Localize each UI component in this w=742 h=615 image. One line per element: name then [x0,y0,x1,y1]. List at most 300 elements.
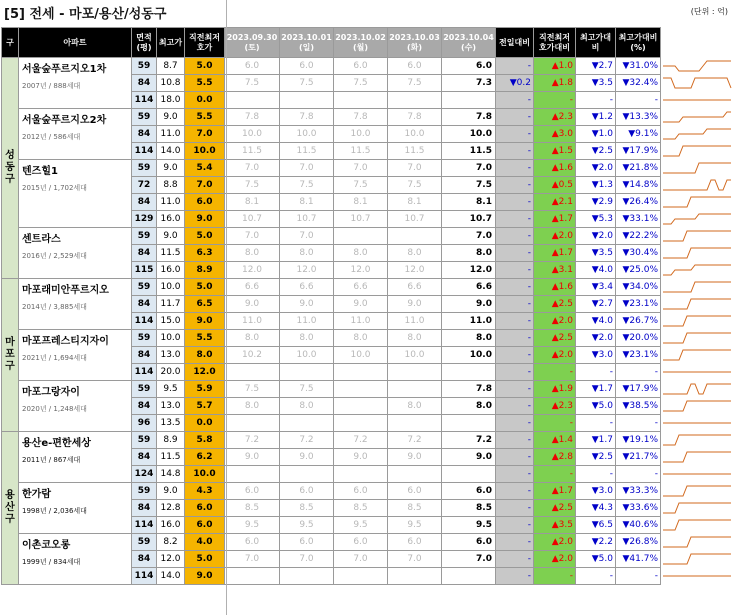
vs-max-pct-cell: ▼31.0% [616,58,661,75]
sparkline-path [663,214,731,224]
header-text-line: 2023.10.02 [335,32,386,42]
daily-price-cell: 9.0 [442,296,496,313]
daily-price-cell: 6.0 [280,483,334,500]
daily-price-cell [225,415,280,432]
vs-max-pct-cell: ▼26.4% [616,194,661,211]
daily-price-cell: 7.5 [225,177,280,194]
sparkline-path [663,316,731,326]
vs-max-cell: - [576,466,616,483]
daily-price-cell: 9.0 [388,296,442,313]
table-row [2,432,734,449]
daily-price-cell: 9.5 [334,517,388,534]
daily-price-cell: 6.6 [388,279,442,296]
vs-max-pct-cell: ▼32.4% [616,75,661,92]
sparkline-chart [661,483,733,499]
daily-price-cell: 10.0 [388,347,442,364]
daily-price-cell: 7.2 [388,432,442,449]
sparkline-chart [661,432,733,448]
daily-price-cell: 9.0 [442,449,496,466]
vs-low-cell: ▲3.0 [534,126,576,143]
vs-max-pct-cell: ▼13.3% [616,109,661,126]
header-text-line: 2023.10.04 [443,32,494,42]
table-row [2,279,734,296]
vs-max-cell: ▼1.7 [576,381,616,398]
header-text-line: (월) [352,42,369,52]
table-row [2,534,734,551]
daily-price-cell: 8.0 [388,330,442,347]
daily-price-cell [280,364,334,381]
complex-name: 이촌코오롱 [22,540,71,551]
daily-price-cell: 8.0 [388,245,442,262]
prev-day-cell: - [496,466,534,483]
area-cell: 59 [132,279,157,296]
daily-price-cell: 7.2 [280,432,334,449]
max-price-cell: 16.0 [157,517,185,534]
recent-low-cell: 5.5 [185,109,225,126]
vs-max-cell: ▼1.0 [576,126,616,143]
complex-name: 텐즈힐1 [22,166,58,177]
daily-price-cell [280,568,334,585]
daily-price-cell: 10.0 [442,347,496,364]
daily-price-cell [225,568,280,585]
vs-low-cell: ▲1.4 [534,432,576,449]
prev-day-cell: - [496,568,534,585]
sparkline-cell [661,313,734,330]
vs-max-cell: ▼5.3 [576,211,616,228]
header-recent-low [185,28,225,58]
max-price-cell: 8.9 [157,432,185,449]
daily-price-cell: 11.0 [225,313,280,330]
daily-price-cell: 7.5 [442,177,496,194]
sparkline-chart [661,58,733,74]
area-cell: 114 [132,517,157,534]
area-cell: 96 [132,415,157,432]
daily-price-cell: 12.0 [442,262,496,279]
sparkline-cell [661,466,734,483]
sparkline-cell [661,160,734,177]
recent-low-cell: 5.0 [185,228,225,245]
daily-price-cell: 8.0 [334,330,388,347]
recent-low-cell: 7.0 [185,177,225,194]
district-char: 구 [5,174,15,185]
vs-low-cell: ▲2.0 [534,551,576,568]
recent-low-cell: 7.0 [185,126,225,143]
vs-max-pct-cell: ▼20.0% [616,330,661,347]
prev-day-cell: - [496,279,534,296]
district-char: 용 [5,490,15,501]
header-text-line: 2023.10.01 [281,32,332,42]
max-price-cell: 14.0 [157,143,185,160]
daily-price-cell [388,466,442,483]
sparkline-chart [661,194,733,210]
recent-low-cell: 5.0 [185,58,225,75]
daily-price-cell [388,568,442,585]
complex-cell [19,381,132,432]
recent-low-cell: 9.0 [185,211,225,228]
recent-low-cell: 5.4 [185,160,225,177]
district-char: 동 [5,162,15,173]
header-prev-day: 전일대비 [496,28,534,58]
daily-price-cell: 6.0 [442,58,496,75]
daily-price-cell: 7.0 [280,160,334,177]
daily-price-cell: 6.0 [388,58,442,75]
max-price-cell: 12.0 [157,551,185,568]
prev-day-cell: - [496,483,534,500]
sparkline-cell [661,415,734,432]
daily-price-cell: 6.6 [334,279,388,296]
vs-max-pct-cell: - [616,568,661,585]
daily-price-cell: 12.0 [334,262,388,279]
sparkline-path [663,78,731,88]
max-price-cell: 9.0 [157,109,185,126]
prev-day-cell: - [496,313,534,330]
max-price-cell: 16.0 [157,211,185,228]
daily-price-cell: 8.5 [388,500,442,517]
recent-low-cell: 6.2 [185,449,225,466]
sparkline-cell [661,449,734,466]
recent-low-cell: 5.8 [185,432,225,449]
daily-price-cell [388,364,442,381]
vs-max-cell: ▼2.0 [576,330,616,347]
sparkline-cell [661,500,734,517]
daily-price-cell [388,415,442,432]
vs-max-pct-cell: ▼22.2% [616,228,661,245]
prev-day-cell: - [496,500,534,517]
vs-low-cell: ▲3.1 [534,262,576,279]
area-cell: 59 [132,160,157,177]
max-price-cell: 16.0 [157,262,185,279]
recent-low-cell: 4.3 [185,483,225,500]
table-row [2,381,734,398]
vs-low-cell: ▲1.7 [534,211,576,228]
complex-cell [19,228,132,279]
vs-low-cell: ▲3.5 [534,517,576,534]
vs-max-pct-cell: ▼26.7% [616,313,661,330]
area-cell: 84 [132,126,157,143]
sparkline-path [663,61,731,71]
daily-price-cell [442,415,496,432]
daily-price-cell: 8.0 [442,245,496,262]
sparkline-chart [661,500,733,516]
daily-price-cell: 8.5 [334,500,388,517]
vs-max-pct-cell: - [616,92,661,109]
header-date [334,28,388,58]
daily-price-cell [334,415,388,432]
sparkline-chart [661,160,733,176]
daily-price-cell: 10.7 [388,211,442,228]
sparkline-chart [661,228,733,244]
complex-info: 2011년 / 867세대 [22,456,81,464]
prev-day-cell: - [496,245,534,262]
vs-max-pct-cell: - [616,415,661,432]
daily-price-cell: 8.0 [280,245,334,262]
daily-price-cell: 6.0 [388,534,442,551]
vs-low-cell: - [534,415,576,432]
area-cell: 59 [132,109,157,126]
daily-price-cell [334,228,388,245]
daily-price-cell: 6.0 [388,483,442,500]
complex-info: 1998년 / 2,036세대 [22,507,87,515]
daily-price-cell: 10.0 [280,126,334,143]
header-text-line: (수) [460,42,477,52]
vs-max-cell: ▼6.5 [576,517,616,534]
sparkline-chart [661,262,733,278]
daily-price-cell: 11.5 [334,143,388,160]
district-cell [2,279,19,432]
recent-low-cell: 6.0 [185,194,225,211]
prev-day-cell: - [496,143,534,160]
daily-price-cell: 10.0 [334,126,388,143]
area-cell: 124 [132,466,157,483]
daily-price-cell: 7.8 [280,109,334,126]
header-date [442,28,496,58]
prev-day-cell: - [496,58,534,75]
daily-price-cell: 6.6 [280,279,334,296]
max-price-cell: 11.0 [157,194,185,211]
prev-day-cell: - [496,415,534,432]
daily-price-cell: 7.0 [334,160,388,177]
sparkline-cell [661,568,734,585]
recent-low-cell: 5.0 [185,551,225,568]
sparkline-chart [661,313,733,329]
recent-low-cell: 5.7 [185,398,225,415]
daily-price-cell [280,466,334,483]
daily-price-cell: 7.5 [225,75,280,92]
vs-max-cell: ▼1.2 [576,109,616,126]
area-cell: 84 [132,347,157,364]
sparkline-path [663,333,731,343]
recent-low-cell: 5.5 [185,330,225,347]
prev-day-cell: - [496,92,534,109]
daily-price-cell: 9.5 [280,517,334,534]
recent-low-cell: 5.5 [185,75,225,92]
daily-price-cell [388,228,442,245]
vs-low-cell: ▲2.0 [534,534,576,551]
vs-max-cell: - [576,568,616,585]
complex-cell [19,534,132,585]
max-price-cell: 9.5 [157,381,185,398]
max-price-cell: 12.8 [157,500,185,517]
sparkline-chart [661,177,733,193]
daily-price-cell: 11.0 [442,313,496,330]
daily-price-cell [334,364,388,381]
vs-max-pct-cell: ▼17.9% [616,381,661,398]
vs-max-cell: - [576,364,616,381]
sparkline-cell [661,262,734,279]
daily-price-cell: 7.8 [225,109,280,126]
header-text-line: 직전최저 [189,32,220,42]
daily-price-cell: 9.0 [334,449,388,466]
prev-day-cell: - [496,432,534,449]
vs-max-cell: ▼2.2 [576,534,616,551]
daily-price-cell [442,92,496,109]
max-price-cell: 9.0 [157,160,185,177]
header-max-price: 최고가 [157,28,185,58]
vs-max-pct-cell: ▼30.4% [616,245,661,262]
daily-price-cell: 7.8 [442,109,496,126]
complex-info: 2012년 / 586세대 [22,133,81,141]
daily-price-cell: 9.0 [280,296,334,313]
complex-info: 2007년 / 888세대 [22,82,81,90]
daily-price-cell: 9.0 [388,449,442,466]
daily-price-cell: 8.0 [442,330,496,347]
sparkline-path [663,554,731,564]
sparkline-cell [661,330,734,347]
daily-price-cell: 7.2 [225,432,280,449]
vs-max-cell: ▼2.7 [576,296,616,313]
header-text-line: 최고가대 [580,32,611,42]
daily-price-cell [334,381,388,398]
daily-price-cell: 12.0 [225,262,280,279]
vs-max-cell: ▼3.0 [576,347,616,364]
daily-price-cell: 7.0 [442,160,496,177]
vs-max-cell: ▼5.0 [576,551,616,568]
sparkline-chart [661,211,733,227]
daily-price-cell: 7.0 [442,551,496,568]
sparkline-chart [661,466,733,482]
sparkline-path [663,163,731,173]
table-row [2,330,734,347]
sparkline-chart [661,398,733,414]
area-cell: 114 [132,92,157,109]
daily-price-cell: 7.0 [225,551,280,568]
daily-price-cell: 7.0 [225,228,280,245]
complex-name: 마포래미안푸르지오 [22,285,109,296]
recent-low-cell: 10.0 [185,143,225,160]
daily-price-cell: 8.0 [280,330,334,347]
max-price-cell: 13.0 [157,347,185,364]
sparkline-path [663,503,731,513]
header-text-line: 최고가대비 [618,32,658,42]
area-cell: 59 [132,330,157,347]
daily-price-cell [225,364,280,381]
prev-day-cell: - [496,449,534,466]
vs-max-pct-cell: ▼14.8% [616,177,661,194]
district-char: 성 [5,150,15,161]
vs-low-cell: ▲1.6 [534,160,576,177]
sparkline-path [663,197,731,207]
complex-cell [19,279,132,330]
sparkline-path [663,384,731,394]
vs-max-pct-cell: - [616,364,661,381]
prev-day-cell: - [496,262,534,279]
complex-info: 2021년 / 1,694세대 [22,354,87,362]
prev-day-cell: - [496,551,534,568]
vs-low-cell: ▲1.5 [534,143,576,160]
daily-price-cell: 8.1 [334,194,388,211]
vs-max-pct-cell: ▼33.1% [616,211,661,228]
sparkline-cell [661,245,734,262]
complex-info: 2014년 / 3,885세대 [22,303,87,311]
complex-name: 마포그랑자이 [22,387,80,398]
vs-low-cell: - [534,364,576,381]
daily-price-cell: 10.7 [334,211,388,228]
vs-max-cell: ▼4.0 [576,262,616,279]
vs-low-cell: ▲1.7 [534,483,576,500]
vs-max-pct-cell: ▼23.1% [616,296,661,313]
daily-price-cell: 8.0 [334,245,388,262]
sparkline-path [663,537,731,547]
vs-low-cell: ▲0.5 [534,177,576,194]
header-text-line: 면적 [136,32,152,42]
daily-price-cell: 10.7 [225,211,280,228]
daily-price-cell [442,568,496,585]
area-cell: 59 [132,534,157,551]
daily-price-cell: 8.1 [225,194,280,211]
vs-low-cell: ▲2.5 [534,500,576,517]
vs-max-cell: ▼3.4 [576,279,616,296]
area-cell: 59 [132,381,157,398]
daily-price-cell: 7.0 [334,551,388,568]
daily-price-cell: 8.1 [442,194,496,211]
sparkline-path [663,180,731,190]
complex-cell [19,109,132,160]
daily-price-cell: 7.0 [225,160,280,177]
complex-cell [19,58,132,109]
vs-max-pct-cell: ▼33.6% [616,500,661,517]
prev-day-cell: - [496,517,534,534]
max-price-cell: 8.7 [157,58,185,75]
daily-price-cell: 7.5 [388,177,442,194]
complex-cell [19,160,132,228]
recent-low-cell: 10.0 [185,466,225,483]
complex-name: 센트라스 [22,234,61,245]
vs-max-pct-cell: ▼26.8% [616,534,661,551]
sparkline-chart [661,415,733,431]
sparkline-path [663,486,731,496]
recent-low-cell: 4.0 [185,534,225,551]
sparkline-cell [661,517,734,534]
area-cell: 72 [132,177,157,194]
daily-price-cell: 6.0 [442,534,496,551]
vs-max-cell: ▼2.0 [576,160,616,177]
vs-max-cell: ▼1.3 [576,177,616,194]
complex-info: 2016년 / 2,529세대 [22,252,87,260]
sparkline-chart [661,517,733,533]
recent-low-cell: 12.0 [185,364,225,381]
daily-price-cell: 10.2 [225,347,280,364]
prev-day-cell: - [496,211,534,228]
prev-day-cell: - [496,364,534,381]
complex-name: 서울숲푸르지오1차 [22,64,107,75]
sparkline-cell [661,126,734,143]
vs-max-pct-cell: ▼33.3% [616,483,661,500]
max-price-cell: 15.0 [157,313,185,330]
header-text-line: 비 [591,42,600,52]
sparkline-cell [661,279,734,296]
table-row [2,228,734,245]
complex-info: 2020년 / 1,248세대 [22,405,87,413]
sparkline-cell [661,398,734,415]
complex-info: 1999년 / 834세대 [22,558,81,566]
table-row [2,483,734,500]
max-price-cell: 11.5 [157,449,185,466]
area-cell: 84 [132,500,157,517]
vs-low-cell: ▲2.0 [534,313,576,330]
recent-low-cell: 8.0 [185,347,225,364]
header-vs-low [534,28,576,58]
vs-max-cell: ▼5.0 [576,398,616,415]
sparkline-chart [661,279,733,295]
divider-line [226,0,227,615]
sparkline-path [663,299,731,309]
area-cell: 114 [132,364,157,381]
sparkline-chart [661,568,733,584]
sparkline-path [663,435,731,445]
daily-price-cell: 7.5 [334,177,388,194]
vs-max-cell: ▼2.9 [576,194,616,211]
sparkline-cell [661,534,734,551]
